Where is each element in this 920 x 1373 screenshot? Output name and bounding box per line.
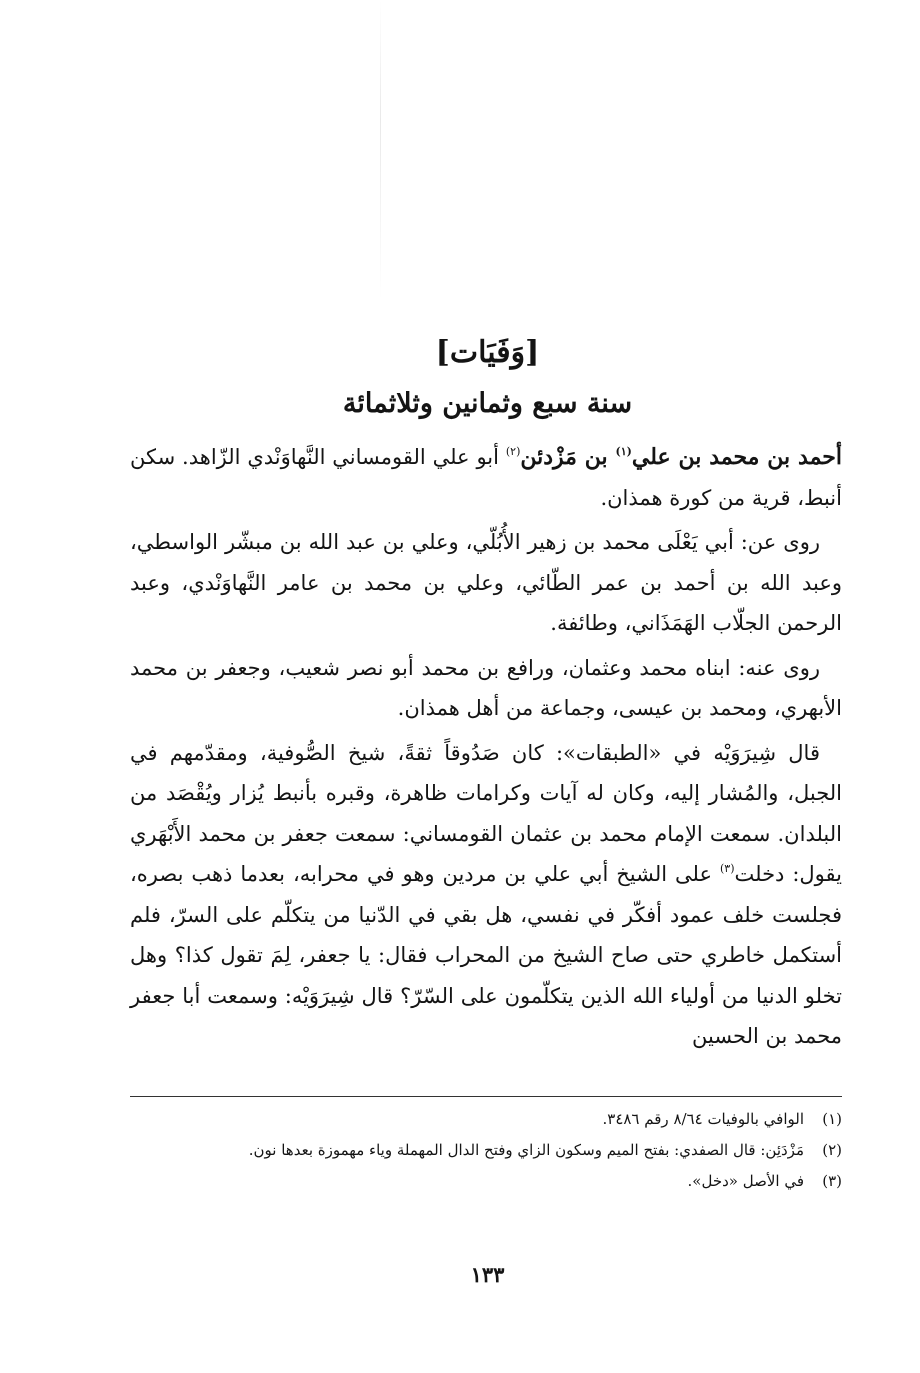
footnote-ref-2: (٢): [505, 445, 521, 458]
footnote-ref-1: (١): [615, 445, 632, 458]
entry-name-part1: أحمد بن محمد بن علي: [631, 444, 843, 470]
quote-text-part1: قال شِيرَوَيْه في «الطبقات»: كان صَدُوقاً ثقةً، شيخ الصُّوفية، ومقدّمهم في الجبل، والمُشار إليه، وكان له آيات وكرامات ظاهرة، وقبره بأنبط يُزار ويُقْصَد من البلدان. سمعت الإمام محمد بن عثمان القومساني: سمعت جعفر بن محمد الأَبْهَري يقول: دخلت: [130, 740, 842, 886]
footnote-number: (٢): [822, 1141, 842, 1159]
footnote-text: مَزْدَئِن: قال الصفدي: بفتح الميم وسكون الزاي وفتح الدال المهملة وياء مهموزة بعدها نون.: [248, 1141, 804, 1159]
entry-name-part2: بن مَزْدئن: [520, 444, 616, 470]
footnote-item: [130, 1168, 842, 1195]
entry-intro-text: أبو علي القومساني النَّهاوَنْدي الزّاهد. سكن أنبط، قرية من كورة همذان.: [130, 445, 842, 510]
narrated-from-paragraph: روى عن: أبي يَعْلَى محمد بن زهير الأُبُلّي، وعلي بن عبد الله بن مبشّر الواسطي، وعبد الله بن أحمد بن عمر الطّائي، وعلي بن محمد بن عامر النَّهاوَنْدي، وعبد الرحمن الجلّاب الهَمَذَاني، وطائفة.: [130, 530, 842, 635]
section-heading: [وَفَيَات]: [435, 335, 540, 370]
year-heading: سنة سبع وثمانين وثلاثمائة: [342, 388, 633, 419]
quote-text-part2: على الشيخ أبي علي بن مردين وهو في محرابه، بعدما ذهب بصره، فجلست خلف عمود أفكّر في نفسي، هل بقي في الدّنيا من يتكلّم على السرّ، فلم أستكمل خاطري حتى صاح الشيخ من المحراب فقال: يا جعفر، لِمَ تقول كذا؟ وهل تخلو الدنيا من أولياء الله الذين يتكلّمون على السّرّ؟ قال شِيرَوَيْه: وسمعت أبا جعفر محمد بن الحسين: [130, 862, 842, 1048]
footnote-item: [130, 1137, 842, 1164]
footnote-text: في الأصل «دخل».: [687, 1172, 804, 1190]
page-number: ١٣٣: [470, 1262, 505, 1287]
footnote-number: (٣): [822, 1172, 842, 1190]
page-fold-line: [380, 0, 381, 300]
quote-paragraph: [130, 733, 842, 1057]
footnote-ref-3: (٣): [719, 862, 735, 875]
footnote-divider: [130, 1096, 842, 1097]
narrated-by-paragraph: روى عنه: ابناه محمد وعثمان، ورافع بن محمد أبو نصر شعيب، وجعفر بن محمد الأبهري، ومحمد بن عيسى، وجماعة من أهل همذان.: [130, 655, 842, 720]
footnote-number: (١): [822, 1110, 842, 1128]
main-text: [130, 437, 842, 1061]
entry-name: [520, 444, 842, 470]
footnotes: [130, 1106, 842, 1199]
footnote-text: الوافي بالوفيات ٨/٦٤ رقم ٣٤٨٦.: [602, 1110, 804, 1128]
footnote-item: [130, 1106, 842, 1133]
entry-intro-paragraph: [130, 437, 842, 518]
